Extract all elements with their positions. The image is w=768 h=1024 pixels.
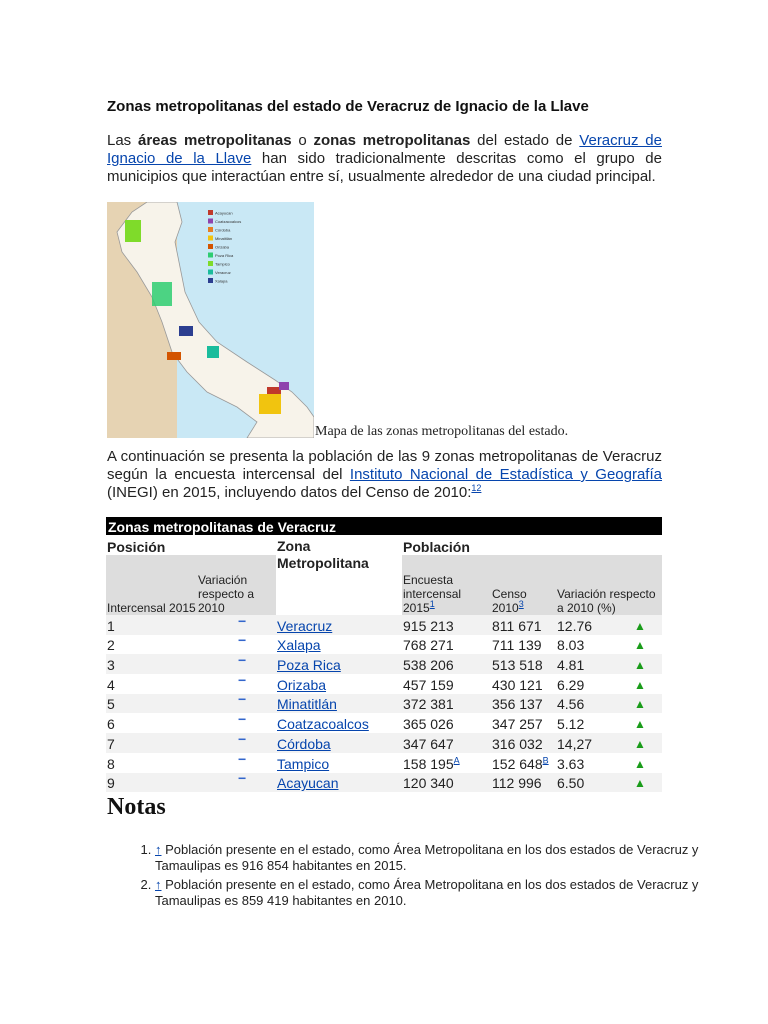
header-intercensal: Intercensal 2015	[106, 555, 197, 615]
legend-swatch	[208, 278, 213, 283]
cell-variation	[197, 730, 276, 753]
cell-zona	[276, 654, 402, 674]
cell-variation-pct: 4.81	[556, 654, 633, 674]
cell-zona	[276, 694, 402, 714]
cell-trend	[633, 654, 662, 674]
cell-position: 9	[106, 773, 197, 793]
cell-trend	[633, 635, 662, 655]
cell-position: 5	[106, 694, 197, 714]
legend-swatch	[208, 261, 213, 266]
notes-list	[107, 842, 710, 912]
no-change-icon: −	[238, 770, 247, 787]
cell-variation-pct: 8.03	[557, 637, 585, 654]
zona-link[interactable]: Acayucan	[277, 775, 339, 792]
page-title: Zonas metropolitanas del estado de Veracruz de Ignacio de la Llave	[107, 98, 589, 115]
cell-censo-2010	[491, 733, 556, 753]
cell-position: 2	[107, 637, 115, 654]
table-caption-row	[106, 517, 662, 535]
cell-censo-2010	[491, 615, 556, 635]
cell-censo-2010	[491, 713, 556, 733]
legend-swatch	[208, 244, 213, 249]
increase-arrow-icon: ▲	[634, 756, 646, 771]
legend-swatch	[208, 210, 213, 215]
lead-text-2: (INEGI) en 2015, incluyendo datos del Censo de 2010:	[107, 484, 472, 501]
cell-variation-pct: 12.76	[556, 615, 633, 635]
table-row	[106, 635, 662, 655]
legend-label: Poza Rica	[215, 253, 234, 258]
value-2015: 538 206	[403, 657, 454, 674]
map-caption: Mapa de las zonas metropolitanas del estado.	[315, 424, 569, 439]
lead-text-1: A continuación se presenta la población de las 9 zonas metropolitanas de Veracruz según la encuesta intercensal del	[107, 448, 662, 483]
legend-swatch	[208, 253, 213, 258]
lead-reference-link[interactable]: 12	[471, 483, 482, 493]
cell-encuesta-2015	[402, 674, 491, 694]
zona-link[interactable]: Veracruz	[277, 617, 333, 634]
cell-encuesta-2015	[402, 654, 491, 674]
header-censo	[491, 555, 556, 615]
value-2010: 316 032	[492, 735, 543, 752]
table-row	[106, 753, 662, 773]
cell-censo-2010	[491, 635, 556, 655]
legend-label: Tampico	[215, 261, 230, 267]
increase-arrow-icon: ▲	[634, 618, 646, 633]
value-2015: 457 159	[403, 676, 454, 693]
cell-zona	[276, 773, 402, 793]
intro-text-2: o	[291, 132, 314, 149]
cell-position: 3	[106, 654, 197, 674]
cell-trend	[633, 674, 662, 694]
cell-variation	[197, 750, 276, 773]
zona-link[interactable]: Xalapa	[277, 637, 321, 654]
cell-zona	[276, 753, 402, 773]
note-text: Población presente en el estado, como Área Metropolitana en los dos estados de Veracruz y Tamaulipas es 916 854 habitantes en 2015.	[155, 842, 699, 873]
cell-position: 4	[107, 676, 115, 693]
cell-trend	[633, 694, 662, 714]
no-change-icon: −	[238, 711, 247, 728]
increase-arrow-icon: ▲	[634, 697, 646, 712]
cell-trend	[633, 773, 662, 793]
intro-bold-1: áreas metropolitanas	[138, 132, 292, 149]
zona-link[interactable]: Minatitlán	[277, 696, 337, 713]
note-text: Población presente en el estado, como Área Metropolitana en los dos estados de Veracruz y Tamaulipas es 859 419 habitantes en 2010.	[155, 877, 699, 908]
header-censo-label: Censo 2010	[492, 587, 527, 615]
value-2015: 158 195	[403, 755, 454, 772]
cell-encuesta-2015	[402, 753, 491, 773]
cell-position: 8	[107, 755, 115, 772]
map-image	[107, 202, 314, 438]
header-variacion: Variación respecto a 2010	[197, 555, 276, 615]
value-2015: 120 340	[403, 775, 454, 792]
zona-link[interactable]: Coatzacoalcos	[277, 716, 369, 733]
cell-variation	[197, 632, 276, 655]
value-2010: 347 257	[492, 716, 543, 733]
table-row	[106, 654, 662, 674]
value-2010: 112 996	[492, 775, 542, 792]
cell-variation-pct: 14,27	[556, 733, 633, 753]
table-caption: Zonas metropolitanas de Veracruz	[106, 517, 662, 535]
legend-swatch	[208, 236, 213, 241]
no-change-icon: −	[238, 632, 247, 649]
table-row	[106, 615, 662, 635]
legend-label: Orizaba	[215, 244, 230, 250]
increase-arrow-icon: ▲	[634, 677, 646, 692]
value-2015: 372 381	[403, 696, 454, 713]
cell-trend	[633, 713, 662, 733]
metro-zones-table	[106, 517, 662, 792]
increase-arrow-icon: ▲	[634, 717, 646, 732]
veracruz-link[interactable]: Veracruz de Ignacio de la Llave	[107, 132, 662, 167]
notes-heading: Notas	[107, 794, 166, 820]
cell-encuesta-2015	[402, 773, 491, 793]
intro-text-3: del estado de	[470, 132, 580, 149]
table-row	[106, 713, 662, 733]
table-row	[106, 733, 662, 753]
cell-zona	[276, 733, 402, 753]
header-encuesta	[402, 555, 491, 615]
value-2010: 711 139	[492, 637, 542, 654]
intro-text-1: Las	[107, 132, 138, 149]
note-item	[155, 842, 710, 874]
no-change-icon: −	[238, 612, 247, 629]
cell-trend	[633, 753, 662, 773]
table-header-row-1	[106, 535, 662, 555]
back-reference-link[interactable]: ↑	[155, 842, 162, 857]
header-encuesta-label: Encuesta intercensal 2015	[403, 573, 462, 615]
value-2010: 356 137	[492, 696, 543, 713]
cell-encuesta-2015	[402, 713, 491, 733]
no-change-icon: −	[238, 671, 247, 688]
cell-censo-2010	[491, 654, 556, 674]
legend-label: Veracruz	[215, 270, 231, 275]
cell-variation	[197, 671, 276, 694]
cell-censo-2010	[491, 694, 556, 714]
zona-link[interactable]: Tampico	[277, 755, 330, 772]
cell-variation-pct: 4.56	[556, 694, 633, 714]
table-row	[106, 674, 662, 694]
cell-variation	[197, 654, 276, 674]
cell-zona	[276, 615, 402, 635]
legend-label: Coatzacoalcos	[215, 219, 242, 224]
legend-swatch	[208, 270, 213, 275]
note-item	[155, 877, 710, 909]
no-change-icon: −	[238, 691, 247, 708]
no-change-icon: −	[238, 730, 247, 747]
cell-encuesta-2015	[402, 733, 491, 753]
intro-paragraph	[107, 132, 662, 186]
no-change-icon: −	[238, 750, 247, 767]
cell-encuesta-2015	[402, 694, 491, 714]
increase-arrow-icon: ▲	[634, 736, 646, 751]
cell-variation-pct: 5.12	[557, 716, 585, 733]
cell-censo-2010	[491, 753, 556, 773]
cell-encuesta-2015	[402, 635, 491, 655]
header-encuesta-ref[interactable]: 1	[429, 599, 435, 609]
zona-link[interactable]: Poza Rica	[277, 657, 341, 674]
value-2015: 347 647	[403, 735, 454, 752]
legend-label: Córdoba	[215, 227, 231, 233]
note-ref[interactable]: A	[453, 754, 460, 765]
zona-link[interactable]: Orizaba	[277, 676, 327, 693]
cell-zona	[276, 713, 402, 733]
cell-zona	[276, 635, 402, 655]
value-2015: 768 271	[403, 637, 454, 654]
inegi-link[interactable]: Instituto Nacional de Estadística y Geografía	[349, 466, 662, 483]
value-2010: 152 648	[492, 755, 543, 772]
note-ref[interactable]: B	[542, 754, 549, 765]
value-2015: 365 026	[403, 716, 454, 733]
cell-trend	[633, 615, 662, 635]
cell-variation	[197, 713, 276, 733]
cell-position: 6	[107, 716, 115, 733]
header-posicion: Posición	[106, 535, 276, 555]
intro-text-4: han sido tradicionalmente descritas como el grupo de municipios que interactúan entre sí, usualmente alrededor de una ciudad principal.	[107, 150, 662, 185]
header-zona: Zona Metropolitana	[276, 535, 402, 615]
cell-censo-2010	[491, 674, 556, 694]
legend-label: Xalapa	[215, 278, 228, 284]
legend-label: Minatitlán	[215, 236, 233, 241]
cell-zona	[276, 674, 402, 694]
table-row	[106, 694, 662, 714]
back-reference-link[interactable]: ↑	[155, 877, 162, 892]
legend-swatch	[208, 219, 213, 224]
cell-position: 7	[106, 733, 197, 753]
cell-variation	[197, 612, 276, 635]
value-2010: 430 121	[492, 676, 543, 693]
cell-variation-pct: 6.50	[556, 773, 633, 793]
lead-paragraph	[107, 448, 662, 502]
header-poblacion: Población	[402, 535, 662, 555]
no-change-icon: −	[238, 652, 247, 669]
value-2010: 513 518	[492, 657, 543, 674]
value-2010: 811 671	[492, 617, 542, 634]
cell-variation-pct: 3.63	[557, 755, 585, 772]
increase-arrow-icon: ▲	[634, 638, 646, 653]
metro-zones-map	[107, 202, 314, 438]
cell-censo-2010	[491, 773, 556, 793]
increase-arrow-icon: ▲	[634, 658, 646, 673]
header-var-pct: Variación respecto a 2010 (%)	[556, 555, 662, 615]
increase-arrow-icon: ▲	[634, 776, 646, 791]
cell-variation-pct: 6.29	[557, 676, 585, 693]
cell-variation	[197, 691, 276, 714]
cell-encuesta-2015	[402, 615, 491, 635]
legend-label: Acayucan	[215, 210, 233, 216]
legend-swatch	[208, 227, 213, 232]
intro-bold-2: zonas metropolitanas	[313, 132, 471, 149]
zona-link[interactable]: Córdoba	[277, 735, 331, 752]
cell-variation	[197, 770, 276, 793]
value-2015: 915 213	[403, 617, 454, 634]
cell-trend	[633, 733, 662, 753]
header-censo-ref[interactable]: 3	[518, 599, 524, 609]
table-row	[106, 773, 662, 793]
cell-position: 1	[106, 615, 197, 635]
